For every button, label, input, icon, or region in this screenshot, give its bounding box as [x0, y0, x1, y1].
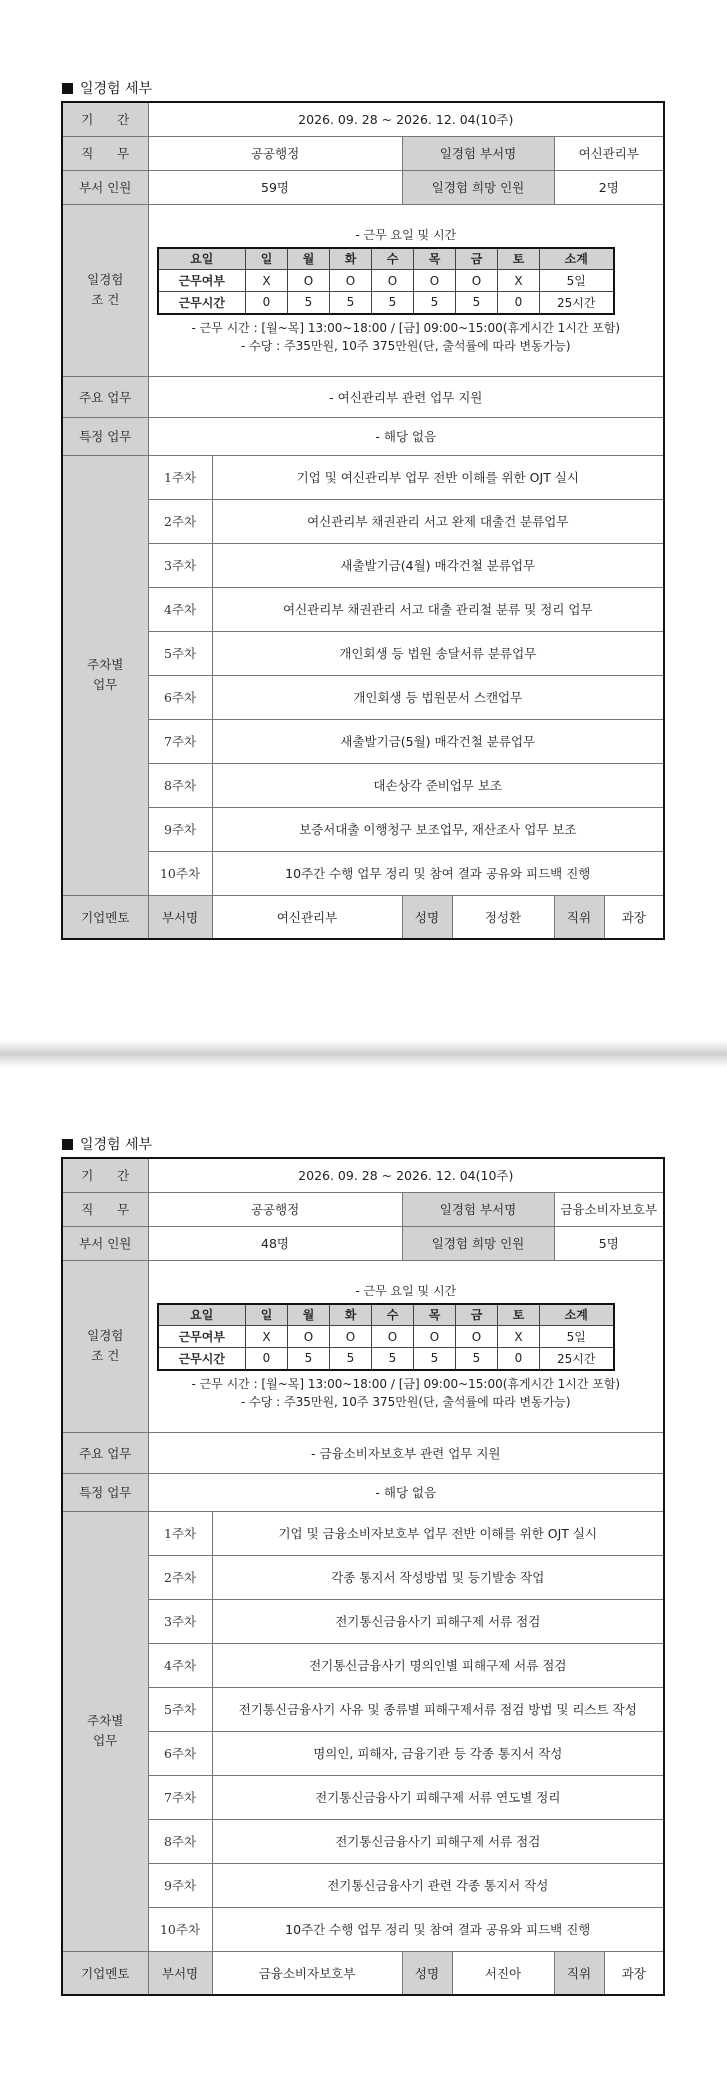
- schedule-header-cell: 화: [330, 248, 372, 270]
- weekly-task-row: [62, 1819, 664, 1863]
- weekly-task-row: [62, 1599, 664, 1643]
- schedule-table: [157, 247, 615, 315]
- schedule-header-cell: 수: [372, 248, 414, 270]
- schedule-cell: O: [372, 270, 414, 292]
- schedule-table: [157, 1303, 615, 1371]
- condition-title: - 근무 요일 및 시간: [355, 227, 457, 242]
- schedule-row-hours: [158, 1348, 614, 1370]
- schedule-header-row: [158, 1304, 614, 1326]
- weekly-task-row: [62, 851, 664, 895]
- duty-label: 직 무: [62, 136, 148, 170]
- weekly-task-row: [62, 1775, 664, 1819]
- section-heading-text: 일경험 세부: [80, 81, 153, 97]
- period-value: 2026. 09. 28 ~ 2026. 12. 04(10주): [148, 102, 664, 136]
- main-work-label: 주요 업무: [62, 376, 148, 417]
- schedule-cell: 5: [372, 1348, 414, 1370]
- week-task: 보증서대출 이행청구 보조업무, 재산조사 업무 보조: [212, 807, 664, 851]
- period-label: 기 간: [62, 1158, 148, 1192]
- weekly-task-row: [62, 499, 664, 543]
- schedule-header-cell: 화: [330, 1304, 372, 1326]
- schedule-cell: X: [246, 1326, 288, 1348]
- week-task: 기업 및 여신관리부 업무 전반 이해를 위한 OJT 실시: [212, 455, 664, 499]
- schedule-cell: 0: [498, 1348, 540, 1370]
- weekly-task-row: [62, 719, 664, 763]
- weekly-task-row: [62, 675, 664, 719]
- duty-row: [62, 1192, 664, 1226]
- schedule-cell: O: [456, 270, 498, 292]
- section-heading-text: 일경험 세부: [80, 1137, 153, 1153]
- condition-label: 일경험 조 건: [62, 204, 148, 376]
- mentor-label: 기업멘토: [62, 895, 148, 939]
- week-number: 3주차: [148, 543, 212, 587]
- condition-time: - 근무 시간 : [월~목] 13:00~18:00 / [금] 09:00~15:00(휴게시간 1시간 포함): [191, 320, 621, 335]
- week-task: 명의인, 피해자, 금융기관 등 각종 통지서 작성: [212, 1731, 664, 1775]
- schedule-header-cell: 월: [288, 248, 330, 270]
- schedule-header-cell: 금: [456, 248, 498, 270]
- week-task: 새출발기금(5월) 매각건철 분류업무: [212, 719, 664, 763]
- schedule-cell: 0: [246, 1348, 288, 1370]
- schedule-cell: 5: [414, 292, 456, 314]
- weekly-task-row: [62, 1731, 664, 1775]
- week-number: 8주차: [148, 763, 212, 807]
- document-page: [0, 1068, 727, 2095]
- schedule-cell: X: [498, 270, 540, 292]
- schedule-cell: O: [414, 1326, 456, 1348]
- schedule-cell: 5: [288, 292, 330, 314]
- week-task: 여신관리부 채권관리 서고 대출 관리철 분류 및 정리 업무: [212, 587, 664, 631]
- condition-pay: - 수당 : 주35만원, 10주 375만원(단, 출석률에 따라 변동가능): [240, 1394, 571, 1409]
- week-task: 개인회생 등 법원문서 스캔업무: [212, 675, 664, 719]
- mentor-dept-label: 부서명: [148, 1951, 212, 1995]
- week-task: 각종 통지서 작성방법 및 등기발송 작업: [212, 1555, 664, 1599]
- schedule-header-cell: 수: [372, 1304, 414, 1326]
- schedule-row-workdays: [158, 270, 614, 292]
- dept-value: 여신관리부: [554, 136, 664, 170]
- schedule-cell: 근무시간: [158, 292, 246, 314]
- schedule-row-workdays: [158, 1326, 614, 1348]
- main-work-value: - 금융소비자보호부 관련 업무 지원: [148, 1432, 664, 1473]
- mentor-title-value: 과장: [604, 1951, 664, 1995]
- staff-value: 59명: [148, 170, 402, 204]
- mentor-name-value: 정성환: [452, 895, 554, 939]
- schedule-cell: 25시간: [540, 292, 614, 314]
- schedule-row-hours: [158, 292, 614, 314]
- mentor-title-label: 직위: [554, 1951, 604, 1995]
- schedule-header-cell: 토: [498, 1304, 540, 1326]
- week-number: 4주차: [148, 1643, 212, 1687]
- condition-label: 일경험 조 건: [62, 1260, 148, 1432]
- schedule-cell: 0: [246, 292, 288, 314]
- special-work-row: [62, 1473, 664, 1511]
- weekly-label: 주차별 업무: [62, 1511, 148, 1951]
- week-task: 대손상각 준비업무 보조: [212, 763, 664, 807]
- schedule-header-cell: 일: [246, 248, 288, 270]
- schedule-cell: O: [372, 1326, 414, 1348]
- black-square-icon: [62, 83, 73, 94]
- mentor-name-label: 성명: [402, 1951, 452, 1995]
- week-number: 3주차: [148, 1599, 212, 1643]
- main-work-value: - 여신관리부 관련 업무 지원: [148, 376, 664, 417]
- week-task: 개인회생 등 법원 송달서류 분류업무: [212, 631, 664, 675]
- condition-row: [62, 1260, 664, 1432]
- period-value: 2026. 09. 28 ~ 2026. 12. 04(10주): [148, 1158, 664, 1192]
- duty-row: [62, 136, 664, 170]
- week-task: 여신관리부 채권관리 서고 완제 대출건 분류업무: [212, 499, 664, 543]
- staff-row: [62, 1226, 664, 1260]
- main-work-row: [62, 376, 664, 417]
- schedule-cell: 5: [414, 1348, 456, 1370]
- schedule-cell: 5: [456, 292, 498, 314]
- special-work-label: 특정 업무: [62, 417, 148, 455]
- condition-title: - 근무 요일 및 시간: [355, 1283, 457, 1298]
- week-task: 전기통신금융사기 관련 각종 통지서 작성: [212, 1863, 664, 1907]
- mentor-dept-label: 부서명: [148, 895, 212, 939]
- schedule-cell: 5: [456, 1348, 498, 1370]
- week-number: 9주차: [148, 1863, 212, 1907]
- weekly-task-row: [62, 1907, 664, 1951]
- main-work-label: 주요 업무: [62, 1432, 148, 1473]
- schedule-header-cell: 월: [288, 1304, 330, 1326]
- schedule-cell: 5일: [540, 1326, 614, 1348]
- schedule-cell: X: [498, 1326, 540, 1348]
- schedule-cell: O: [288, 1326, 330, 1348]
- mentor-name-value: 서진아: [452, 1951, 554, 1995]
- mentor-title-value: 과장: [604, 895, 664, 939]
- weekly-task-row: [62, 763, 664, 807]
- staff-label: 부서 인원: [62, 1226, 148, 1260]
- week-task: 전기통신금융사기 피해구제 서류 연도별 정리: [212, 1775, 664, 1819]
- schedule-cell: O: [456, 1326, 498, 1348]
- internship-detail-table: [61, 101, 665, 940]
- schedule-header-cell: 요일: [158, 248, 246, 270]
- schedule-cell: 근무시간: [158, 1348, 246, 1370]
- special-work-label: 특정 업무: [62, 1473, 148, 1511]
- staff-row: [62, 170, 664, 204]
- schedule-header-row: [158, 248, 614, 270]
- weekly-task-row: [62, 543, 664, 587]
- special-work-row: [62, 417, 664, 455]
- week-task: 전기통신금융사기 피해구제 서류 점검: [212, 1599, 664, 1643]
- condition-time: - 근무 시간 : [월~목] 13:00~18:00 / [금] 09:00~15:00(휴게시간 1시간 포함): [191, 1376, 621, 1391]
- special-work-value: - 해당 없음: [148, 417, 664, 455]
- hope-label: 일경험 희망 인원: [402, 170, 554, 204]
- special-work-value: - 해당 없음: [148, 1473, 664, 1511]
- week-number: 2주차: [148, 499, 212, 543]
- week-task: 기업 및 금융소비자보호부 업무 전반 이해를 위한 OJT 실시: [212, 1511, 664, 1555]
- week-number: 7주차: [148, 1775, 212, 1819]
- page-separator: [0, 1040, 727, 1068]
- period-label: 기 간: [62, 102, 148, 136]
- black-square-icon: [62, 1139, 73, 1150]
- weekly-task-row: [62, 1643, 664, 1687]
- week-number: 1주차: [148, 1511, 212, 1555]
- duty-value: 공공행정: [148, 136, 402, 170]
- schedule-cell: O: [330, 1326, 372, 1348]
- section-heading: [62, 78, 152, 98]
- weekly-task-row: [62, 587, 664, 631]
- period-row: [62, 102, 664, 136]
- schedule-header-cell: 금: [456, 1304, 498, 1326]
- schedule-cell: 0: [498, 292, 540, 314]
- weekly-task-row: [62, 1863, 664, 1907]
- mentor-dept-value: 여신관리부: [212, 895, 402, 939]
- weekly-task-row: [62, 1555, 664, 1599]
- schedule-header-cell: 일: [246, 1304, 288, 1326]
- schedule-header-cell: 토: [498, 248, 540, 270]
- week-number: 9주차: [148, 807, 212, 851]
- dept-label: 일경험 부서명: [402, 136, 554, 170]
- schedule-cell: 25시간: [540, 1348, 614, 1370]
- schedule-cell: O: [330, 270, 372, 292]
- week-number: 10주차: [148, 1907, 212, 1951]
- condition-cell: [148, 204, 664, 376]
- week-task: 전기통신금융사기 사유 및 종류별 피해구제서류 점검 방법 및 리스트 작성: [212, 1687, 664, 1731]
- internship-detail-table: [61, 1157, 665, 1996]
- hope-value: 2명: [554, 170, 664, 204]
- week-number: 6주차: [148, 675, 212, 719]
- duty-value: 공공행정: [148, 1192, 402, 1226]
- week-task: 전기통신금융사기 명의인별 피해구제 서류 점검: [212, 1643, 664, 1687]
- week-number: 4주차: [148, 587, 212, 631]
- staff-label: 부서 인원: [62, 170, 148, 204]
- week-number: 6주차: [148, 1731, 212, 1775]
- hope-value: 5명: [554, 1226, 664, 1260]
- hope-label: 일경험 희망 인원: [402, 1226, 554, 1260]
- week-number: 2주차: [148, 1555, 212, 1599]
- schedule-cell: O: [288, 270, 330, 292]
- week-number: 10주차: [148, 851, 212, 895]
- weekly-task-row: [62, 1687, 664, 1731]
- weekly-task-row: [62, 1511, 664, 1555]
- weekly-task-row: [62, 807, 664, 851]
- week-number: 7주차: [148, 719, 212, 763]
- period-row: [62, 1158, 664, 1192]
- condition-row: [62, 204, 664, 376]
- staff-value: 48명: [148, 1226, 402, 1260]
- mentor-label: 기업멘토: [62, 1951, 148, 1995]
- schedule-cell: X: [246, 270, 288, 292]
- weekly-task-row: [62, 455, 664, 499]
- condition-pay: - 수당 : 주35만원, 10주 375만원(단, 출석률에 따라 변동가능): [240, 338, 571, 353]
- weekly-task-row: [62, 631, 664, 675]
- schedule-header-cell: 소계: [540, 248, 614, 270]
- main-work-row: [62, 1432, 664, 1473]
- week-number: 8주차: [148, 1819, 212, 1863]
- mentor-dept-value: 금융소비자보호부: [212, 1951, 402, 1995]
- schedule-cell: 5: [372, 292, 414, 314]
- week-task: 새출발기금(4월) 매각건철 분류업무: [212, 543, 664, 587]
- week-number: 5주차: [148, 631, 212, 675]
- duty-label: 직 무: [62, 1192, 148, 1226]
- schedule-header-cell: 목: [414, 248, 456, 270]
- schedule-cell: O: [414, 270, 456, 292]
- dept-value: 금융소비자보호부: [554, 1192, 664, 1226]
- schedule-cell: 5: [330, 1348, 372, 1370]
- week-number: 1주차: [148, 455, 212, 499]
- schedule-cell: 5: [288, 1348, 330, 1370]
- section-heading: [62, 1134, 152, 1154]
- schedule-cell: 5일: [540, 270, 614, 292]
- condition-cell: [148, 1260, 664, 1432]
- week-task: 10주간 수행 업무 정리 및 참여 결과 공유와 피드백 진행: [212, 851, 664, 895]
- week-task: 전기통신금융사기 피해구제 서류 점검: [212, 1819, 664, 1863]
- dept-label: 일경험 부서명: [402, 1192, 554, 1226]
- schedule-header-cell: 소계: [540, 1304, 614, 1326]
- weekly-label: 주차별 업무: [62, 455, 148, 895]
- schedule-cell: 근무여부: [158, 270, 246, 292]
- document-page: [0, 0, 727, 1040]
- mentor-row: [62, 1951, 664, 1995]
- mentor-name-label: 성명: [402, 895, 452, 939]
- mentor-title-label: 직위: [554, 895, 604, 939]
- week-number: 5주차: [148, 1687, 212, 1731]
- schedule-cell: 5: [330, 292, 372, 314]
- schedule-header-cell: 요일: [158, 1304, 246, 1326]
- schedule-cell: 근무여부: [158, 1326, 246, 1348]
- week-task: 10주간 수행 업무 정리 및 참여 결과 공유와 피드백 진행: [212, 1907, 664, 1951]
- mentor-row: [62, 895, 664, 939]
- schedule-header-cell: 목: [414, 1304, 456, 1326]
